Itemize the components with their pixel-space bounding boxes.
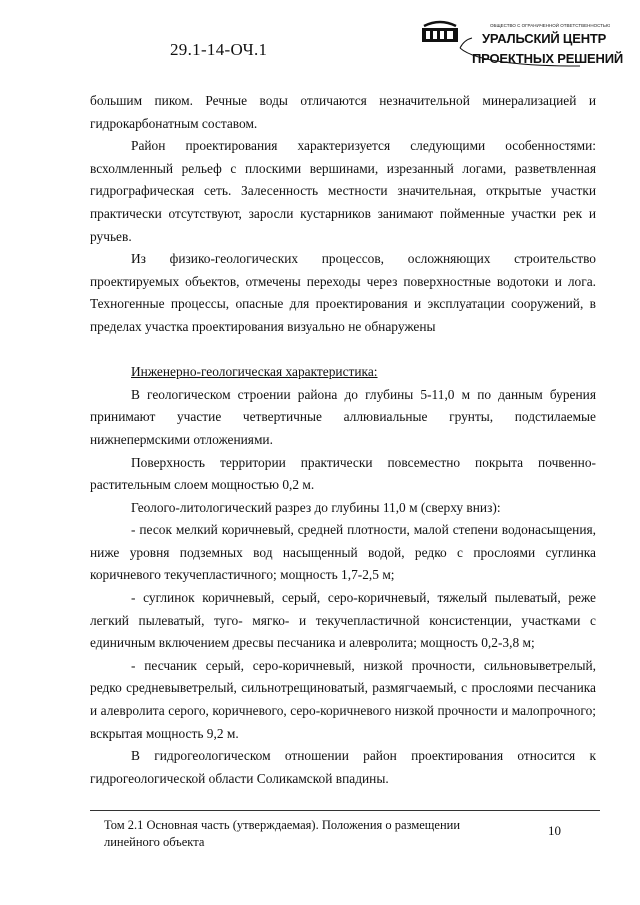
document-code: 29.1-14-ОЧ.1 [170, 40, 268, 59]
logo-title-line1: УРАЛЬСКИЙ ЦЕНТР [482, 31, 607, 46]
footer-divider [90, 810, 600, 811]
section-heading [90, 361, 596, 384]
section-heading-text: Инженерно-геологическая характеристика: [131, 364, 378, 380]
paragraph-2: Район проектирования характеризуется следующими особенностями: всхолмленный рельеф с плоскими вершинами, изрезанный логами, разветвленная гидрографическая сеть. Залесенность местности значительная, открытые участки практически отсутствуют, заросли кустарников занимают пойменные участки рек и ручьев. [90, 138, 596, 244]
page-number: 10 [548, 823, 561, 838]
geology-paragraph: В геологическом строении района до глубины 5-11,0 м по данным бурения принимают участие четвертичные аллювиальные грунты, подстилаемые нижнепермскими отложениями. [90, 386, 596, 447]
logo-small-text: ОБЩЕСТВО С ОГРАНИЧЕННОЙ ОТВЕТСТВЕННОСТЬЮ [490, 23, 610, 28]
layer-item-sandstone: - песчаник серый, серо-коричневый, низкой прочности, сильновыветрелый, редко средневыветрелый, сильнотрещиноватый, размягчаемый, с прослоями песчаника и алевролита серого, коричневого, серо-коричневого низкой прочности и малопрочного; вскрытая мощность 9,2 м. [90, 657, 596, 741]
logo-title-line2: ПРОЕКТНЫХ РЕШЕНИЙ [472, 51, 623, 66]
paragraph-3: Из физико-геологических процессов, осложняющих строительство проектируемых объектов, отмечены переходы через поверхностные водотоки и лога. Техногенные процессы, опасные для проектирования и эксплуатации сооружений, в пределах участка проектирования визуально не обнаружены [90, 251, 596, 334]
hydrogeology-paragraph: В гидрогеологическом отношении район проектирования относится к гидрогеологической области Соликамской впадины. [90, 748, 596, 786]
section-intro-paragraph: Геолого-литологический разрез до глубины 11,0 м (сверху вниз): [131, 499, 501, 515]
layer-item-sand: - песок мелкий коричневый, средней плотности, малой степени водонасыщения, ниже уровня подземных вод насыщенный водой, редко с прослоями суглинка коричневого текучепластичного; мощность 1,7-2,5 м; [90, 522, 596, 583]
company-logo [420, 18, 623, 78]
document-body [90, 90, 596, 790]
paragraph-1: большим пиком. Речные воды отличаются незначительной минерализацией и гидрокарбонатным составом. [90, 93, 596, 131]
layer-item-loam: - суглинок коричневый, серый, серо-коричневый, тяжелый пылеватый, реже легкий пылеватый, туго- мягко- и текучепластичной консистенции, участками с единичным включением дресвы песчаника и алевролита; мощность 0,2-3,8 м; [90, 590, 596, 651]
surface-paragraph: Поверхность территории практически повсеместно покрыта почвенно-растительным слоем мощностью 0,2 м. [90, 454, 596, 493]
footer-volume-title: Том 2.1 Основная часть (утверждаемая). Положения о размещении линейного объекта [104, 818, 461, 849]
